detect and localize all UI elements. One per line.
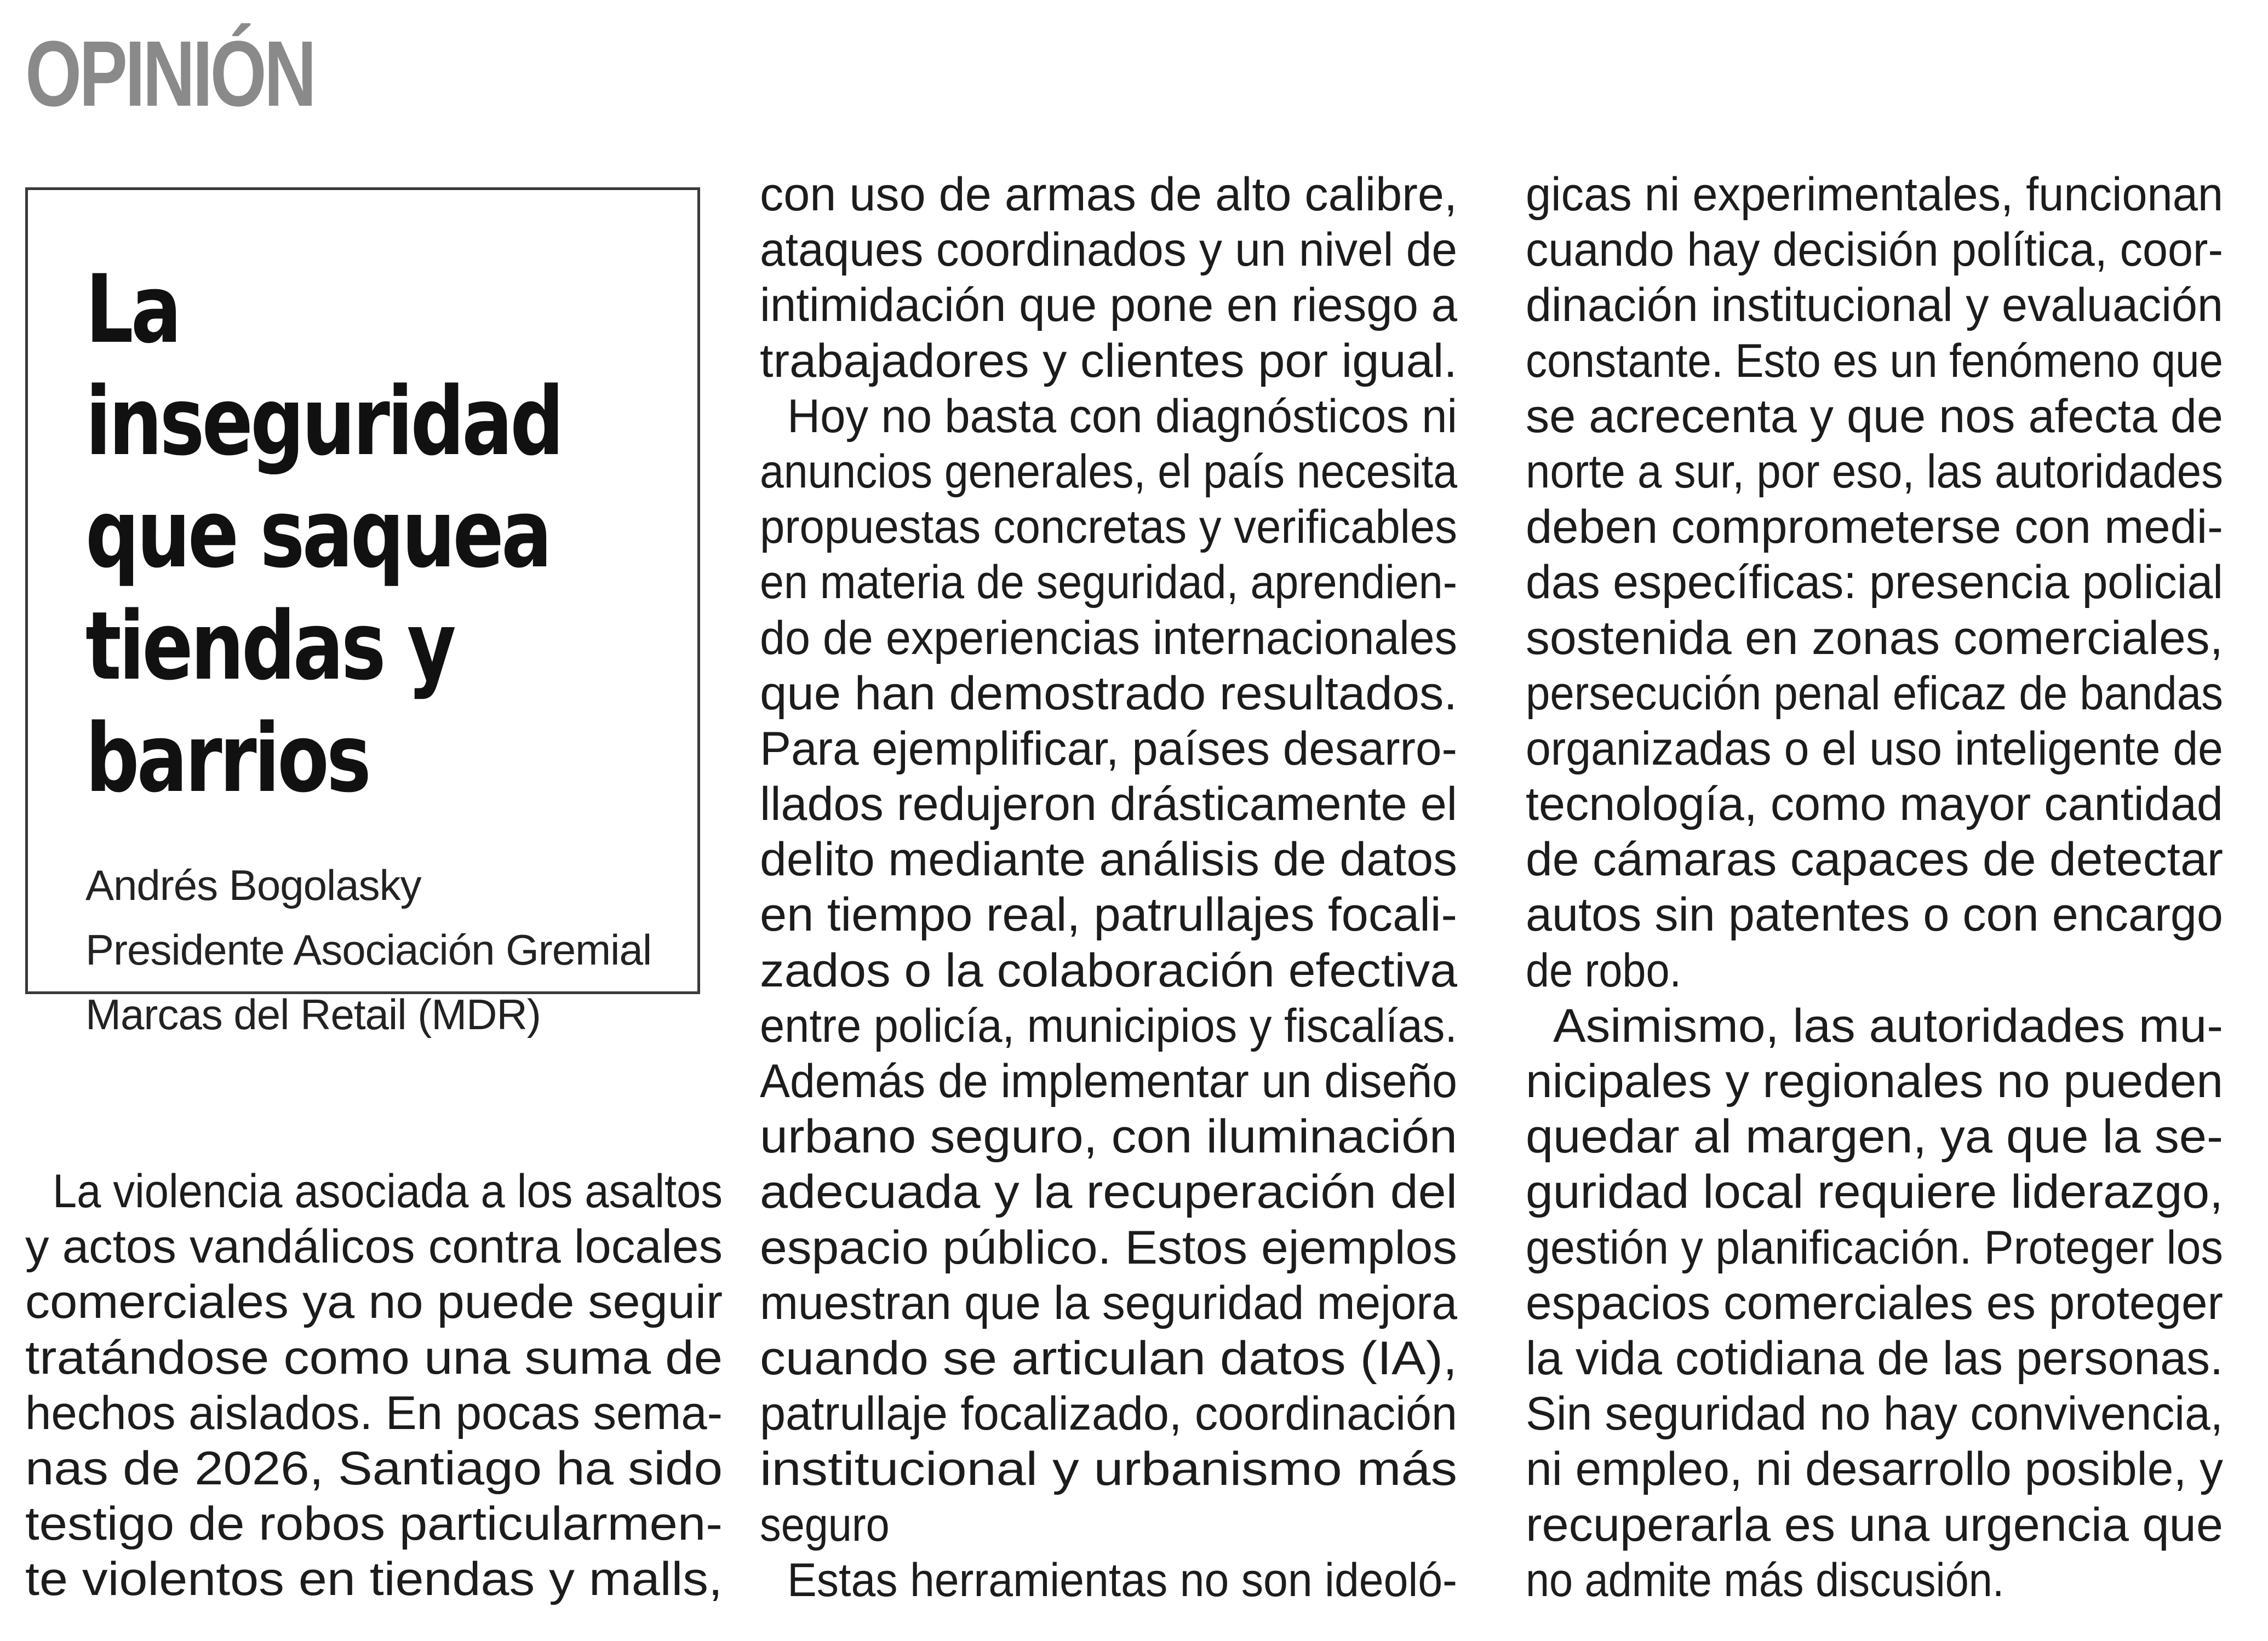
article-column-1 (25, 1164, 723, 1608)
text-line-content: testigo de robos particularmen- (25, 1497, 723, 1551)
text-line-content: Además de implementar un diseño (760, 1055, 1457, 1108)
byline (85, 853, 697, 1047)
text-line (1526, 666, 2223, 721)
text-line-content: espacio público. Estos ejemplos (760, 1221, 1457, 1274)
text-line (760, 1276, 1457, 1331)
text-line (760, 1442, 1457, 1497)
text-line (1526, 1276, 2223, 1331)
text-line (760, 1331, 1457, 1386)
text-line (1526, 611, 2223, 666)
text-line (760, 832, 1457, 887)
text-line-content: Estas herramientas no son ideoló- (787, 1553, 1457, 1606)
text-line-content: constante. Esto es un fenómeno que (1526, 334, 2223, 387)
text-line (25, 1552, 723, 1607)
text-line (1526, 389, 2223, 444)
text-line-content: de robo. (1526, 944, 1682, 997)
text-line (1526, 167, 2223, 222)
text-line-content: te violentos en tiendas y malls, (25, 1553, 723, 1606)
text-line (760, 167, 1457, 222)
text-line-content: quedar al margen, ya que la se- (1526, 1110, 2223, 1163)
text-line (1526, 777, 2223, 832)
text-line (760, 334, 1457, 389)
article-column-3 (1526, 167, 2223, 1608)
text-line-content: Hoy no basta con diagnósticos ni (787, 389, 1457, 443)
text-line-content: das específicas: presencia policial (1526, 556, 2223, 609)
text-line (25, 1496, 723, 1552)
text-line-content: que han demostrado resultados. (760, 667, 1457, 720)
headline-box (25, 187, 700, 1038)
section-label: OPINIÓN (25, 22, 314, 126)
text-line-content: tratándose como una suma de (25, 1331, 723, 1384)
text-line-content: persecución penal eficaz de bandas (1526, 667, 2223, 720)
text-line-content: sostenida en zonas comerciales, (1526, 611, 2223, 664)
text-line (760, 278, 1457, 333)
text-line-content: no admite más discusión. (1526, 1553, 2004, 1606)
text-line (760, 1054, 1457, 1109)
text-line (1526, 222, 2223, 278)
text-line (760, 887, 1457, 943)
text-line-content: zados o la colaboración efectiva (760, 944, 1457, 997)
text-line (25, 1164, 723, 1219)
text-line (1526, 1553, 2223, 1608)
text-line-content: nas de 2026, Santiago ha sido (25, 1442, 723, 1495)
text-line-content: organizadas o el uso inteligente de (1526, 722, 2223, 775)
text-line-content: institucional y urbanismo más (760, 1443, 1457, 1496)
author-name: Andrés Bogolasky (85, 861, 421, 909)
text-line (760, 777, 1457, 832)
text-line (760, 1553, 1457, 1608)
text-line-content: Para ejemplificar, países desarro- (760, 722, 1457, 775)
text-line (760, 1497, 1457, 1553)
text-line (760, 666, 1457, 721)
text-line-content: propuestas concretas y verificables (760, 501, 1457, 554)
text-line-content: nicipales y regionales no pueden (1526, 1055, 2223, 1108)
headline (85, 253, 677, 814)
text-line-content: con uso de armas de alto calibre, (760, 168, 1457, 221)
text-line (1526, 1109, 2223, 1164)
text-line (760, 721, 1457, 777)
text-line (1526, 334, 2223, 389)
text-line-content: urbano seguro, con iluminación (760, 1110, 1457, 1163)
text-line-content: guridad local requiere liderazgo, (1526, 1166, 2223, 1219)
text-line-content: Sin seguridad no hay convivencia, (1526, 1387, 2223, 1441)
text-line-content: entre policía, municipios y fiscalías. (760, 999, 1457, 1052)
text-line-content: trabajadores y clientes por igual. (760, 334, 1457, 387)
text-line (1526, 1497, 2223, 1553)
text-line-content: do de experiencias internacionales (760, 611, 1457, 664)
headline-line: barrios (85, 703, 369, 813)
text-line-content: gicas ni experimentales, funcionan (1526, 168, 2223, 221)
text-line (1526, 1386, 2223, 1442)
text-line (25, 1275, 723, 1330)
text-line (25, 1219, 723, 1275)
text-line (1526, 1164, 2223, 1220)
text-line-content: cuando se articulan datos (IA), (760, 1332, 1457, 1385)
headline-line: que saquea (85, 479, 550, 589)
text-line-content: espacios comerciales es proteger (1526, 1276, 2223, 1329)
text-line (760, 1164, 1457, 1220)
text-line (760, 1386, 1457, 1442)
text-line-content: de cámaras capaces de detectar (1526, 833, 2223, 886)
text-line (760, 222, 1457, 278)
text-line-content: en materia de seguridad, aprendien- (760, 556, 1457, 609)
text-line (760, 943, 1457, 999)
text-line (25, 1441, 723, 1496)
text-line-content: ni empleo, ni desarrollo posible, y (1526, 1443, 2223, 1496)
text-line (760, 389, 1457, 444)
text-line (760, 500, 1457, 555)
text-line (1526, 1054, 2223, 1109)
text-line-content: autos sin patentes o con encargo (1526, 888, 2223, 942)
text-line (1526, 1442, 2223, 1497)
text-line (1526, 887, 2223, 943)
text-line-content: hechos aislados. En pocas sema- (25, 1386, 723, 1439)
text-line-content: intimidación que pone en riesgo a (760, 279, 1457, 332)
text-line-content: la vida cotidiana de las personas. (1526, 1332, 2223, 1385)
text-line (760, 444, 1457, 500)
text-line-content: patrullaje focalizado, coordinación (760, 1387, 1457, 1441)
text-line (1526, 278, 2223, 333)
text-line (1526, 1331, 2223, 1386)
text-line-content: seguro (760, 1498, 890, 1551)
text-line-content: Asimismo, las autoridades mu- (1553, 999, 2223, 1052)
headline-line: tiendas y (85, 591, 454, 701)
text-line-content: recuperarla es una urgencia que (1526, 1498, 2223, 1551)
text-line (1526, 832, 2223, 887)
text-line-content: llados redujeron drásticamente el (760, 778, 1457, 831)
text-line (760, 611, 1457, 666)
text-line-content: gestión y planificación. Proteger los (1526, 1221, 2223, 1274)
text-line (760, 1220, 1457, 1276)
text-line (1526, 444, 2223, 500)
text-line (25, 1330, 723, 1386)
text-line (1526, 943, 2223, 999)
headline-line: La inseguridad (85, 254, 562, 477)
text-line-content: deben comprometerse con medi- (1526, 501, 2223, 554)
text-line-content: comerciales ya no puede seguir (25, 1276, 723, 1329)
text-line (1526, 1220, 2223, 1276)
text-line-content: adecuada y la recuperación del (760, 1166, 1457, 1219)
author-role: Presidente Asociación Gremial (85, 926, 652, 974)
text-line-content: tecnología, como mayor cantidad (1526, 778, 2223, 831)
text-line (1526, 500, 2223, 555)
text-line-content: se acrecenta y que nos afecta de (1526, 389, 2223, 443)
text-line (760, 555, 1457, 610)
text-line-content: en tiempo real, patrullajes focali- (760, 888, 1457, 942)
text-line-content: La violencia asociada a los asaltos (53, 1165, 723, 1218)
text-line (760, 999, 1457, 1054)
article-column-2 (760, 167, 1457, 1608)
text-line (760, 1109, 1457, 1164)
text-line (25, 1386, 723, 1441)
text-line-content: ataques coordinados y un nivel de (760, 223, 1457, 277)
text-line-content: cuando hay decisión política, coor- (1526, 223, 2223, 277)
text-line (1526, 555, 2223, 610)
text-line (1526, 999, 2223, 1054)
text-line-content: dinación institucional y evaluación (1526, 279, 2223, 332)
text-line-content: delito mediante análisis de datos (760, 833, 1457, 886)
text-line (1526, 721, 2223, 777)
text-line-content: y actos vandálicos contra locales (25, 1220, 723, 1273)
text-line-content: anuncios generales, el país necesita (760, 445, 1457, 498)
text-line-content: norte a sur, por eso, las autoridades (1526, 445, 2223, 498)
text-line-content: muestran que la seguridad mejora (760, 1276, 1457, 1329)
author-organization: Marcas del Retail (MDR) (85, 990, 541, 1038)
